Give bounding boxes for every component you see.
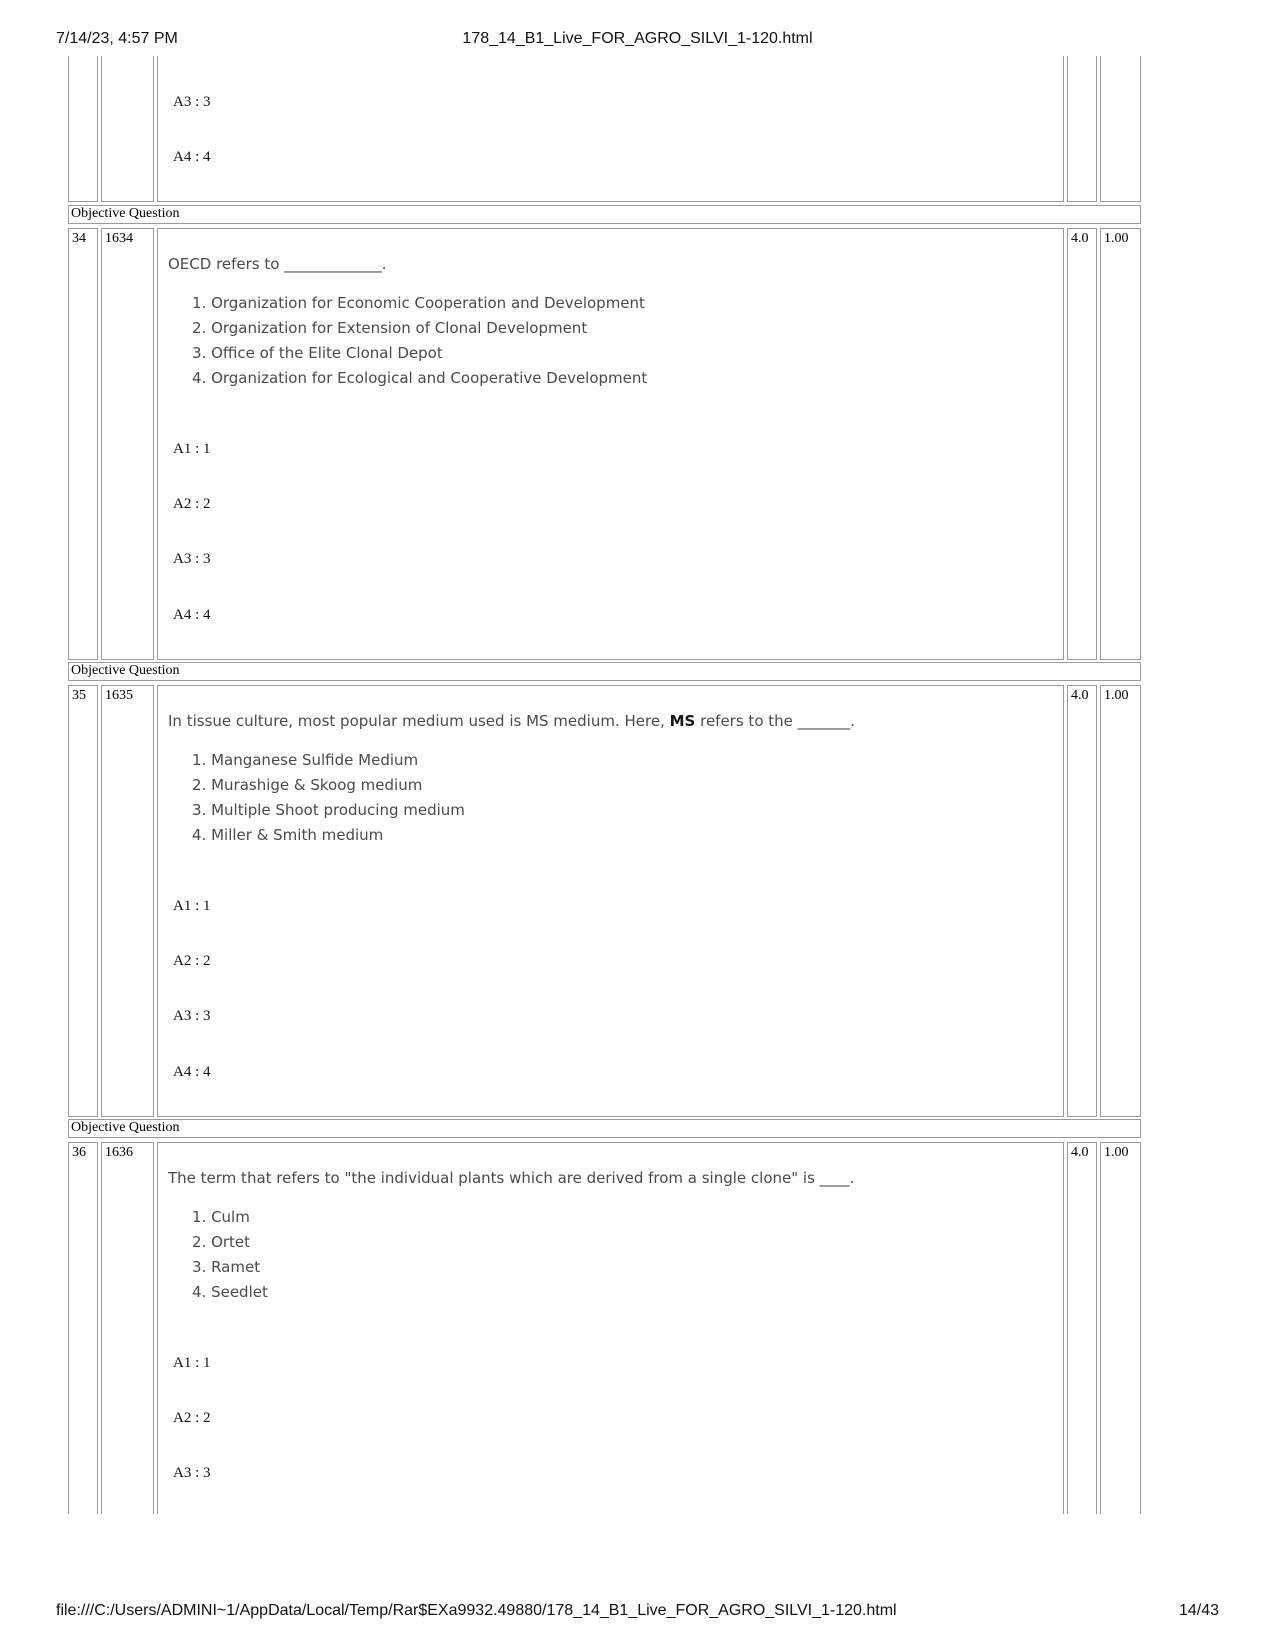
section-title: Objective Question: [71, 206, 180, 221]
option-list: [192, 1205, 268, 1305]
option-item: 4. Organization for Ecological and Cooperative Development: [192, 369, 648, 387]
qid-cell: [101, 228, 154, 660]
negative-marks-value: 1.00: [1104, 688, 1129, 703]
print-datetime: 7/14/23, 4:57 PM: [56, 30, 178, 47]
option-item: 3. Ramet: [192, 1258, 261, 1276]
negative-marks-value: 1.00: [1104, 231, 1129, 246]
print-doc-title: 178_14_B1_Live_FOR_AGRO_SILVI_1-120.html: [462, 30, 813, 47]
answer-option: A2 : 2: [173, 953, 211, 969]
negative-cell: [1100, 56, 1141, 202]
question-text: OECD refers to _____________.: [168, 255, 387, 273]
question-cell: [157, 1142, 1064, 1514]
question-number: 36: [72, 1145, 86, 1160]
option-item: 3. Office of the Elite Clonal Depot: [192, 344, 443, 362]
question-number: 35: [72, 688, 86, 703]
option-item: 2. Organization for Extension of Clonal Development: [192, 319, 588, 337]
option-item: 1. Culm: [192, 1208, 250, 1226]
answer-option: A4 : 4: [173, 149, 211, 165]
qid-cell: [101, 1142, 154, 1514]
file-path: file:///C:/Users/ADMINI~1/AppData/Local/Temp/Rar$EXa9932.49880/178_14_B1_Live_FOR_AGRO_SILVI_1-120.html: [56, 1602, 897, 1619]
print-header: [56, 30, 1219, 50]
negative-cell: [1100, 228, 1141, 660]
question-id: 1635: [105, 688, 133, 703]
answer-option: A3 : 3: [173, 94, 211, 110]
sno-cell: [68, 56, 98, 202]
negative-cell: [1100, 685, 1141, 1117]
option-item: 1. Manganese Sulfide Medium: [192, 751, 419, 769]
negative-marks-value: 1.00: [1104, 1145, 1129, 1160]
option-item: 2. Murashige & Skoog medium: [192, 776, 423, 794]
option-list: [192, 748, 465, 848]
option-item: 2. Ortet: [192, 1233, 251, 1251]
sno-cell: [68, 228, 98, 660]
answer-option: A4 : 4: [173, 1064, 211, 1080]
answer-option: A4 : 4: [173, 607, 211, 623]
section-header-row: [68, 662, 1141, 681]
option-list: [192, 291, 647, 391]
marks-cell: [1067, 56, 1097, 202]
page-number: 14/43: [1178, 1602, 1219, 1619]
question-number: 34: [72, 231, 86, 246]
marks-cell: [1067, 685, 1097, 1117]
answer-option: A1 : 1: [173, 1355, 211, 1371]
qid-cell: [101, 56, 154, 202]
answer-option: A3 : 3: [173, 1465, 211, 1481]
sno-cell: [68, 1142, 98, 1514]
option-item: 4. Seedlet: [192, 1283, 268, 1301]
section-title: Objective Question: [71, 663, 180, 678]
print-footer: [56, 1602, 1219, 1622]
sno-cell: [68, 685, 98, 1117]
marks-value: 4.0: [1071, 1145, 1089, 1160]
section-header-row: [68, 1119, 1141, 1138]
answer-option: A3 : 3: [173, 551, 211, 567]
marks-cell: [1067, 1142, 1097, 1514]
option-item: 4. Miller & Smith medium: [192, 826, 384, 844]
section-title: Objective Question: [71, 1120, 180, 1135]
option-item: 1. Organization for Economic Cooperation and Development: [192, 294, 645, 312]
qid-cell: [101, 685, 154, 1117]
question-cell: [157, 56, 1064, 202]
answer-option: A1 : 1: [173, 441, 211, 457]
section-header-row: [68, 205, 1141, 224]
negative-cell: [1100, 1142, 1141, 1514]
question-id: 1636: [105, 1145, 133, 1160]
answer-option: A3 : 3: [173, 1008, 211, 1024]
question-id: 1634: [105, 231, 133, 246]
answer-option: A2 : 2: [173, 1410, 211, 1426]
option-item: 3. Multiple Shoot producing medium: [192, 801, 465, 819]
question-text: In tissue culture, most popular medium used is MS medium. Here, MS refers to the _______.: [168, 712, 855, 730]
question-text: The term that refers to "the individual plants which are derived from a single clone" is ____.: [168, 1169, 855, 1187]
marks-cell: [1067, 228, 1097, 660]
answer-option: A2 : 2: [173, 496, 211, 512]
marks-value: 4.0: [1071, 231, 1089, 246]
marks-value: 4.0: [1071, 688, 1089, 703]
answer-option: A1 : 1: [173, 898, 211, 914]
